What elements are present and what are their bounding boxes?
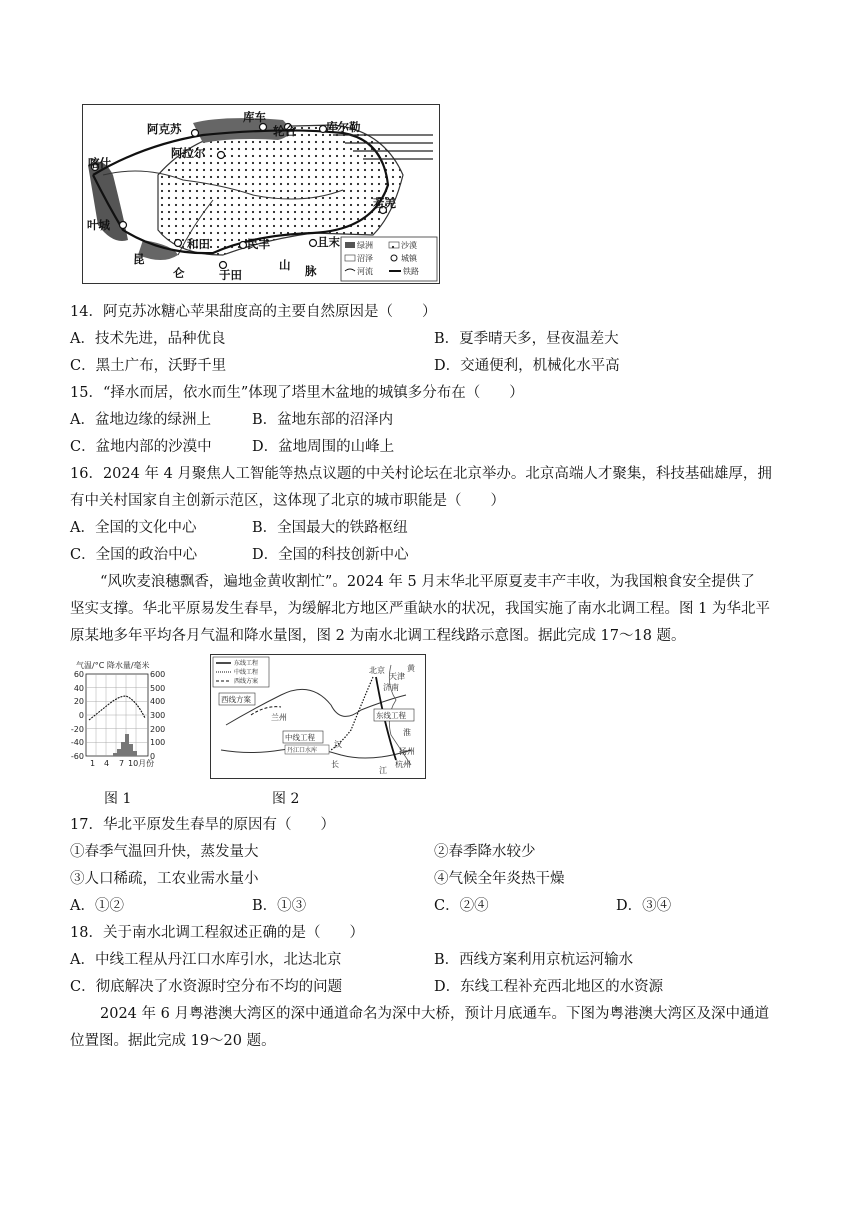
right-tick: 500: [150, 684, 166, 693]
q15-option-c: C．盆地内部的沙漠中: [70, 439, 212, 455]
city-label: 且末: [317, 235, 340, 249]
q16-option-a: A．全国的文化中心: [70, 520, 197, 536]
q16-option-d: D．全国的科技创新中心: [252, 547, 409, 563]
q18-option-a: A．中线工程从丹江口水库引水，北达北京: [70, 952, 342, 968]
right-tick: 300: [150, 711, 166, 720]
left-tick: -40: [70, 738, 84, 747]
right-tick: 0: [150, 752, 156, 761]
city-label: 叶城: [87, 218, 110, 232]
q17-option-b: B．①③: [252, 898, 307, 914]
q18-option-d: D．东线工程补充西北地区的水资源: [434, 979, 664, 995]
x-tick: 4: [104, 759, 110, 768]
passage-line: “风吹麦浪穗飘香，遍地金黄收割忙”。2024 年 5 月末华北平原夏麦丰产丰收，为我国粮食安全提供了: [100, 574, 755, 590]
legend-label: 铁路: [403, 267, 419, 276]
tarim-basin-map: [82, 104, 440, 284]
svg-text:北京: 北京: [369, 666, 385, 675]
city-label: 阿拉尔: [171, 146, 206, 160]
q14-option-a: A．技术先进，品种优良: [70, 331, 226, 347]
city-label: 轮台: [273, 124, 296, 138]
climate-chart: [64, 660, 174, 772]
left-tick: 20: [73, 697, 84, 706]
q17-option-d: D．③④: [616, 898, 672, 914]
city-label: 于田: [219, 268, 242, 282]
city-label: 库车: [243, 110, 266, 124]
svg-text:中线工程: 中线工程: [234, 669, 259, 676]
q17-option-c: C．②④: [434, 898, 489, 914]
svg-text:江: 江: [379, 766, 387, 775]
city-label: 喀什: [88, 156, 111, 170]
city-label: 阿克苏: [147, 122, 182, 136]
svg-text:天津: 天津: [389, 672, 405, 681]
q16-option-b: B．全国最大的铁路枢纽: [252, 520, 408, 536]
left-tick: 40: [73, 684, 84, 693]
svg-text:东线工程: 东线工程: [376, 711, 406, 720]
city-label: 民丰: [247, 237, 270, 251]
right-tick: 100: [150, 738, 166, 747]
svg-text:黄: 黄: [407, 664, 415, 673]
terrain-label: 昆: [133, 252, 145, 266]
svg-text:济南: 济南: [383, 683, 399, 692]
q16-option-c: C．全国的政治中心: [70, 547, 198, 563]
svg-text:西线方案: 西线方案: [234, 678, 259, 685]
question-16-stem: 16．2024 年 4 月聚焦人工智能等热点议题的中关村论坛在北京举办。北京高端人才聚集，科技基础雄厚，拥: [70, 466, 772, 482]
terrain-label: 山: [279, 258, 291, 272]
q17-item: ③人口稀疏，工农业需水量小: [70, 871, 259, 887]
q17-item: ④气候全年炎热干燥: [434, 871, 565, 887]
city-label: 和田: [187, 237, 210, 251]
terrain-label: 脉: [305, 264, 317, 278]
climate-chart-header: 气温/°C 降水量/毫米: [76, 661, 150, 670]
svg-text:丹江口水库: 丹江口水库: [287, 747, 318, 754]
left-tick: 60: [73, 670, 84, 679]
city-label: 库尔勒: [326, 120, 361, 134]
precipitation-bars: [113, 734, 137, 756]
svg-text:扬州: 扬州: [399, 747, 415, 756]
q14-option-c: C．黑土广布，沃野千里: [70, 358, 227, 374]
question-15-stem: 15．“择水而居，依水而生”体现了塔里木盆地的城镇多分布在（ ）: [70, 385, 524, 401]
svg-text:淮: 淮: [403, 728, 411, 737]
left-tick: -20: [70, 725, 84, 734]
q17-item: ①春季气温回升快，蒸发量大: [70, 844, 259, 860]
q15-option-d: D．盆地周围的山峰上: [252, 439, 395, 455]
passage-line: 位置图。据此完成 19～20 题。: [70, 1033, 276, 1049]
question-14-stem: 14．阿克苏冰糖心苹果甜度高的主要自然原因是（ ）: [70, 304, 437, 320]
right-tick: 400: [150, 697, 166, 706]
map-legend: [341, 237, 437, 281]
legend-label: 绿洲: [357, 241, 373, 250]
question-16-stem: 有中关村国家自主创新示范区，这体现了北京的城市职能是（ ）: [70, 493, 505, 509]
right-tick: 200: [150, 725, 166, 734]
question-18-stem: 18．关于南水北调工程叙述正确的是（ ）: [70, 925, 364, 941]
x-tick: 10月份: [128, 759, 155, 768]
legend-label: 沙漠: [401, 241, 417, 250]
q17-item: ②春季降水较少: [434, 844, 536, 860]
passage-line: 2024 年 6 月粤港澳大湾区的深中通道命名为深中大桥，预计月底通车。下图为粤港澳大湾区及深中通道: [100, 1006, 769, 1022]
terrain-label: 仑: [173, 266, 185, 280]
q14-option-b: B．夏季晴天多，昼夜温差大: [434, 331, 619, 347]
tarim-map-svg: [83, 105, 439, 283]
q14-option-d: D．交通便利，机械化水平高: [434, 358, 620, 374]
svg-text:东线工程: 东线工程: [234, 660, 259, 667]
svg-text:兰州: 兰州: [271, 713, 287, 722]
left-tick: 0: [78, 711, 84, 720]
q17-option-a: A．①②: [70, 898, 124, 914]
q15-option-a: A．盆地边缘的绿洲上: [70, 412, 211, 428]
left-tick: -60: [70, 752, 84, 761]
water-transfer-map: [210, 654, 426, 779]
passage-line: 原某地多年平均各月气温和降水量图，图 2 为南水北调工程线路示意图。据此完成 17～18 题。: [70, 628, 686, 644]
fig2-legend: [213, 657, 269, 687]
x-tick: 7: [119, 759, 125, 768]
svg-text:中线工程: 中线工程: [285, 733, 315, 742]
question-17-stem: 17．华北平原发生春旱的原因有（ ）: [70, 817, 335, 833]
legend-label: 城镇: [401, 254, 417, 263]
x-tick: 1: [90, 759, 96, 768]
q15-option-b: B．盆地东部的沼泽内: [252, 412, 394, 428]
city-label: 若羌: [373, 196, 396, 210]
q18-option-c: C．彻底解决了水资源时空分布不均的问题: [70, 979, 343, 995]
temperature-line: [89, 696, 145, 720]
passage-line: 坚实支撑。华北平原易发生春旱，为缓解北方地区严重缺水的状况，我国实施了南水北调工程。图 1 为华北平: [70, 601, 770, 617]
svg-text:长: 长: [331, 760, 339, 769]
legend-label: 沼泽: [357, 254, 373, 263]
svg-text:西线方案: 西线方案: [221, 695, 251, 704]
svg-text:杭州: 杭州: [395, 760, 411, 769]
legend-label: 河流: [357, 267, 373, 276]
svg-text:汉: 汉: [334, 740, 342, 749]
right-tick: 600: [150, 670, 166, 679]
figure-2-caption: 图 2: [272, 791, 300, 807]
figure-1-caption: 图 1: [104, 791, 132, 807]
q18-option-b: B．西线方案利用京杭运河输水: [434, 952, 634, 968]
